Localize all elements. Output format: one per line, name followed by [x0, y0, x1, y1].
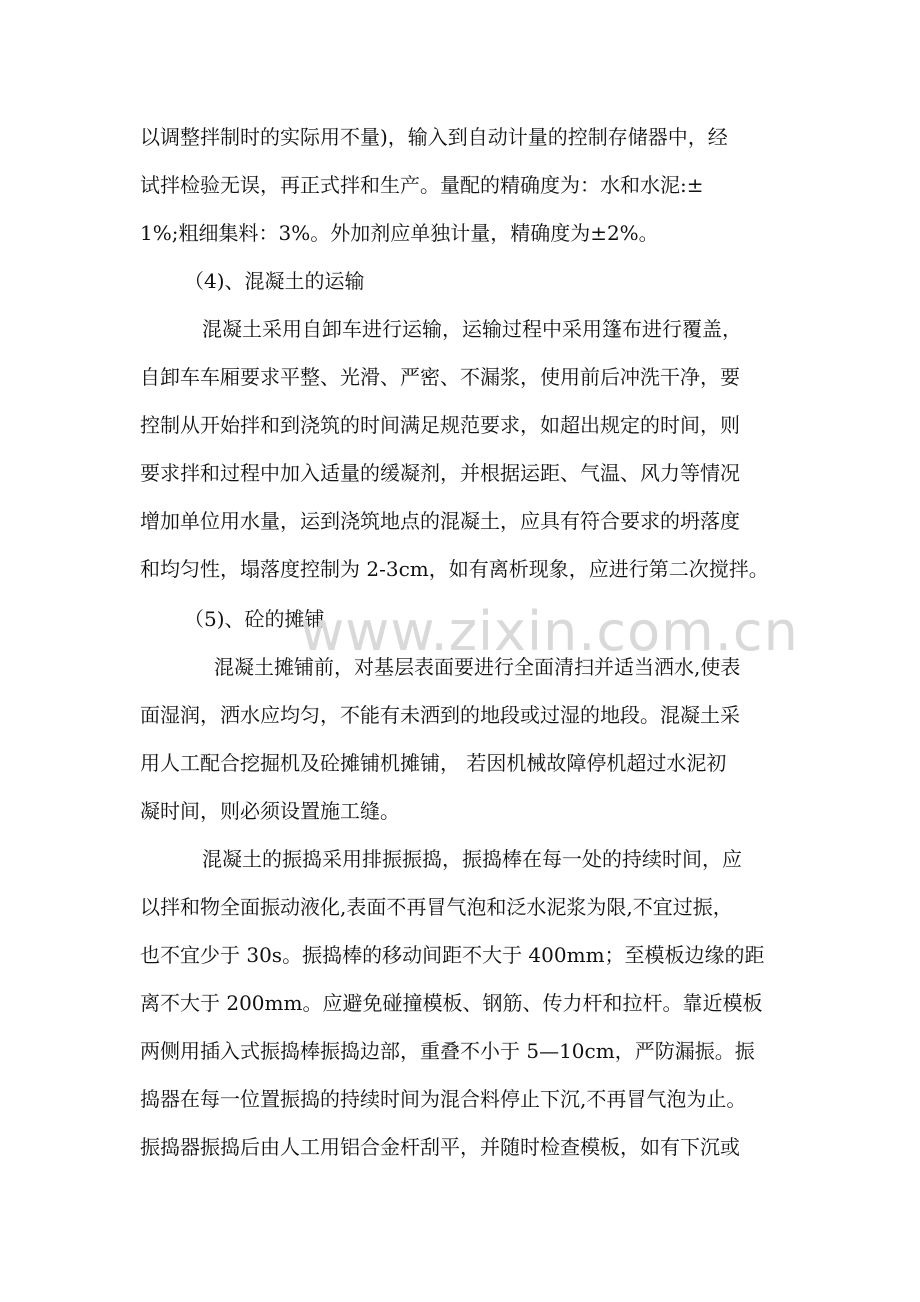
section-heading-5: （5)、砼的摊铺	[184, 607, 325, 631]
text-line: 也不宜少于 30s。振捣棒的移动间距不大于 400mm；至模板边缘的距	[140, 943, 765, 967]
text-line: 面湿润，洒水应均匀，不能有未洒到的地段或过湿的地段。混凝土采	[140, 703, 740, 727]
text-line: 控制从开始拌和到浇筑的时间满足规范要求，如超出规定的时间，则	[140, 413, 740, 437]
text-line: 振捣器振捣后由人工用铝合金杆刮平，并随时检查模板，如有下沉或	[140, 1135, 740, 1159]
text-line: 两侧用插入式振捣棒振捣边部，重叠不小于 5—10cm，严防漏振。振	[140, 1039, 755, 1063]
text-line: 要求拌和过程中加入适量的缓凝剂，并根据运距、气温、风力等情况	[140, 461, 740, 485]
text-line: 凝时间，则必须设置施工缝。	[140, 799, 400, 823]
section-heading-4: （4)、混凝土的运输	[184, 269, 365, 293]
paragraph-first-line: 混凝土采用自卸车进行运输，运输过程中采用篷布进行覆盖，	[202, 317, 742, 341]
text-line: 增加单位用水量，运到浇筑地点的混凝土，应具有符合要求的坍落度	[140, 509, 740, 533]
text-line: 以拌和物全面振动液化,表面不再冒气泡和泛水泥浆为限,不宜过振，	[140, 895, 733, 919]
watermark: www.zixin.com.cn	[300, 600, 799, 663]
text-line: 1%;粗细集料：3%。外加剂应单独计量，精确度为±2%。	[140, 221, 659, 245]
paragraph-first-line: 混凝土的振捣采用排振振捣，振捣棒在每一处的持续时间，应	[202, 847, 742, 871]
paragraph-first-line: 混凝土摊铺前，对基层表面要进行全面清扫并适当洒水,使表	[214, 655, 741, 679]
text-line: 离不大于 200mm。应避免碰撞模板、钢筋、传力杆和拉杆。靠近模板	[140, 991, 763, 1015]
text-line: 自卸车车厢要求平整、光滑、严密、不漏浆，使用前后冲洗干净，要	[140, 365, 740, 389]
text-line: 用人工配合挖掘机及砼摊铺机摊铺， 若因机械故障停机超过水泥初	[140, 751, 727, 775]
text-line: 试拌检验无误，再正式拌和生产。量配的精确度为：水和水泥:±	[140, 173, 704, 197]
text-line: 捣器在每一位置振捣的持续时间为混合料停止下沉,不再冒气泡为止。	[140, 1087, 747, 1111]
text-line: 和均匀性，塌落度控制为 2-3cm，如有离析现象，应进行第二次搅拌。	[140, 557, 769, 581]
text-line: 以调整拌制时的实际用不量)，输入到自动计量的控制存储器中，经	[140, 125, 728, 149]
